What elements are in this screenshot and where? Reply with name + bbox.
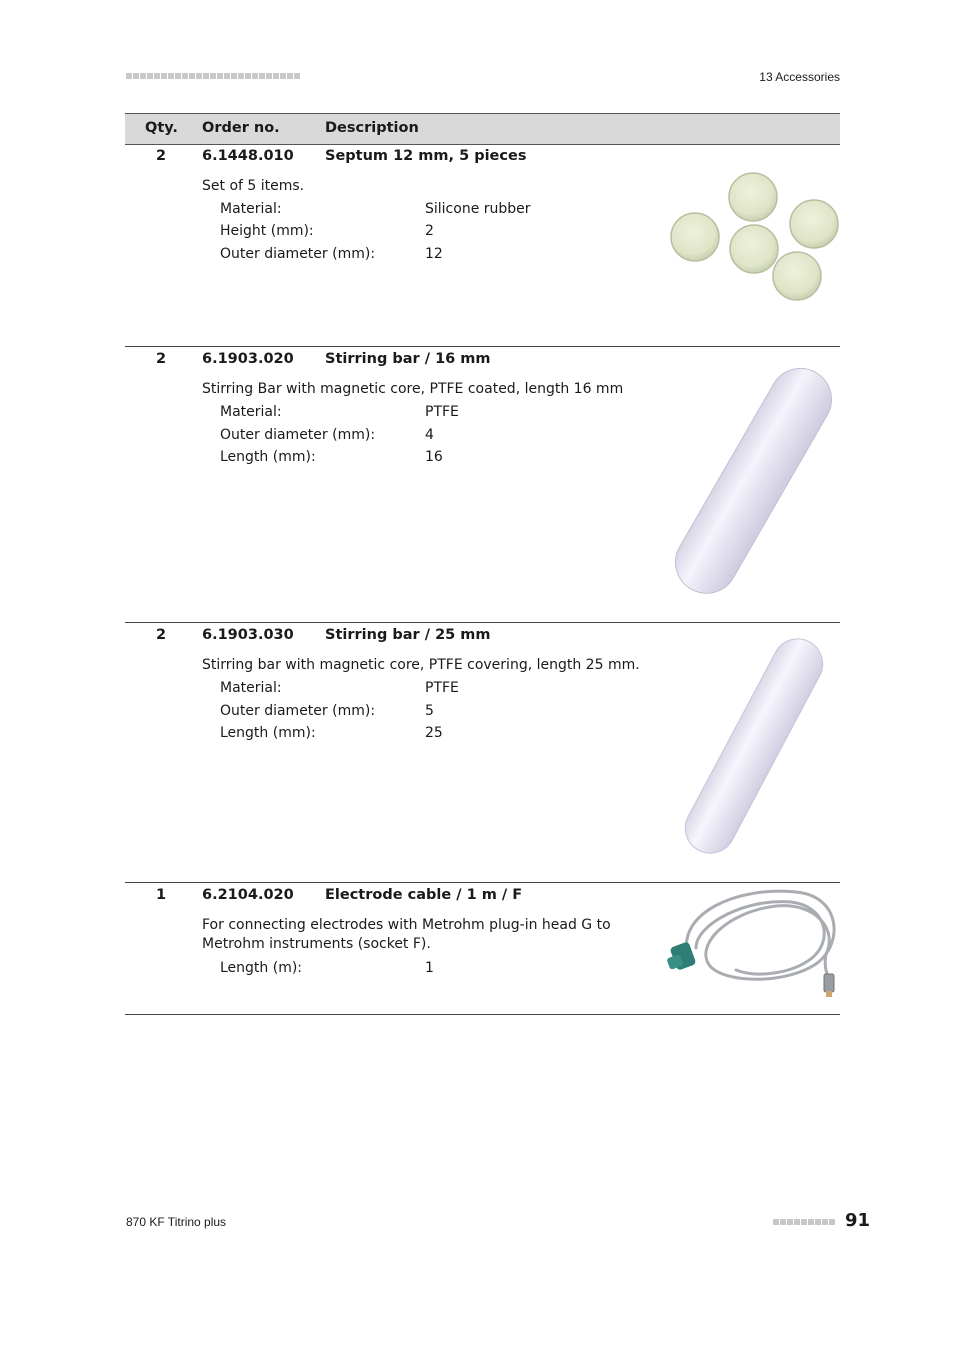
chapter-title: 13 Accessories: [759, 70, 840, 84]
table-bottom-rule: [125, 1014, 840, 1015]
product-name: 870 KF Titrino plus: [126, 1215, 227, 1229]
order-number: 6.2104.020: [202, 887, 294, 903]
quantity: 2: [155, 627, 167, 643]
row-divider: [125, 346, 840, 347]
item-title: Electrode cable / 1 m / F: [325, 887, 523, 903]
quantity: 2: [155, 148, 167, 164]
spec-value: PTFE: [425, 680, 459, 696]
order-number: 6.1448.010: [202, 148, 294, 164]
row-divider: [125, 882, 840, 883]
spec-value: Silicone rubber: [425, 201, 531, 217]
item-title: Stirring bar / 16 mm: [325, 351, 491, 367]
table-header: [125, 113, 840, 145]
spec-value: 12: [425, 246, 443, 262]
footer-decoration: [773, 1219, 835, 1225]
item-description: For connecting electrodes with Metrohm plug-in head G to Metrohm instruments (socket F).: [202, 917, 611, 952]
spec-label: Height (mm):: [220, 223, 314, 239]
spec-label: Outer diameter (mm):: [220, 703, 376, 719]
spec-label: Material:: [220, 680, 282, 696]
spec-label: Material:: [220, 201, 282, 217]
spec-value: PTFE: [425, 404, 459, 420]
spec-label: Material:: [220, 404, 282, 420]
stirring-bar-16-image: [666, 352, 842, 608]
stirring-bar-25-image: [668, 626, 840, 866]
spec-value: 1: [425, 960, 434, 976]
quantity: 1: [155, 887, 167, 903]
item-title: Stirring bar / 25 mm: [325, 627, 491, 643]
septum-image: [666, 170, 840, 330]
electrode-cable-image: [666, 884, 842, 1002]
spec-value: 5: [425, 703, 434, 719]
description-column-header: Description: [325, 120, 419, 136]
item-description: Set of 5 items.: [202, 178, 305, 194]
spec-label: Outer diameter (mm):: [220, 246, 376, 262]
spec-value: 4: [425, 427, 434, 443]
spec-value: 16: [425, 449, 443, 465]
item-title: Septum 12 mm, 5 pieces: [325, 148, 527, 164]
spec-label: Outer diameter (mm):: [220, 427, 376, 443]
page-number: 91: [845, 1210, 871, 1231]
spec-value: 2: [425, 223, 434, 239]
header-decoration: [126, 73, 300, 79]
row-divider: [125, 622, 840, 623]
spec-label: Length (mm):: [220, 449, 316, 465]
spec-label: Length (mm):: [220, 725, 316, 741]
spec-label: Length (m):: [220, 960, 303, 976]
order-number: 6.1903.020: [202, 351, 294, 367]
item-description: Stirring bar with magnetic core, PTFE covering, length 25 mm.: [202, 657, 640, 673]
item-description: Stirring Bar with magnetic core, PTFE coated, length 16 mm: [202, 381, 624, 397]
qty-column-header: Qty.: [145, 120, 178, 136]
order-column-header: Order no.: [202, 120, 280, 136]
spec-value: 25: [425, 725, 443, 741]
quantity: 2: [155, 351, 167, 367]
order-number: 6.1903.030: [202, 627, 294, 643]
